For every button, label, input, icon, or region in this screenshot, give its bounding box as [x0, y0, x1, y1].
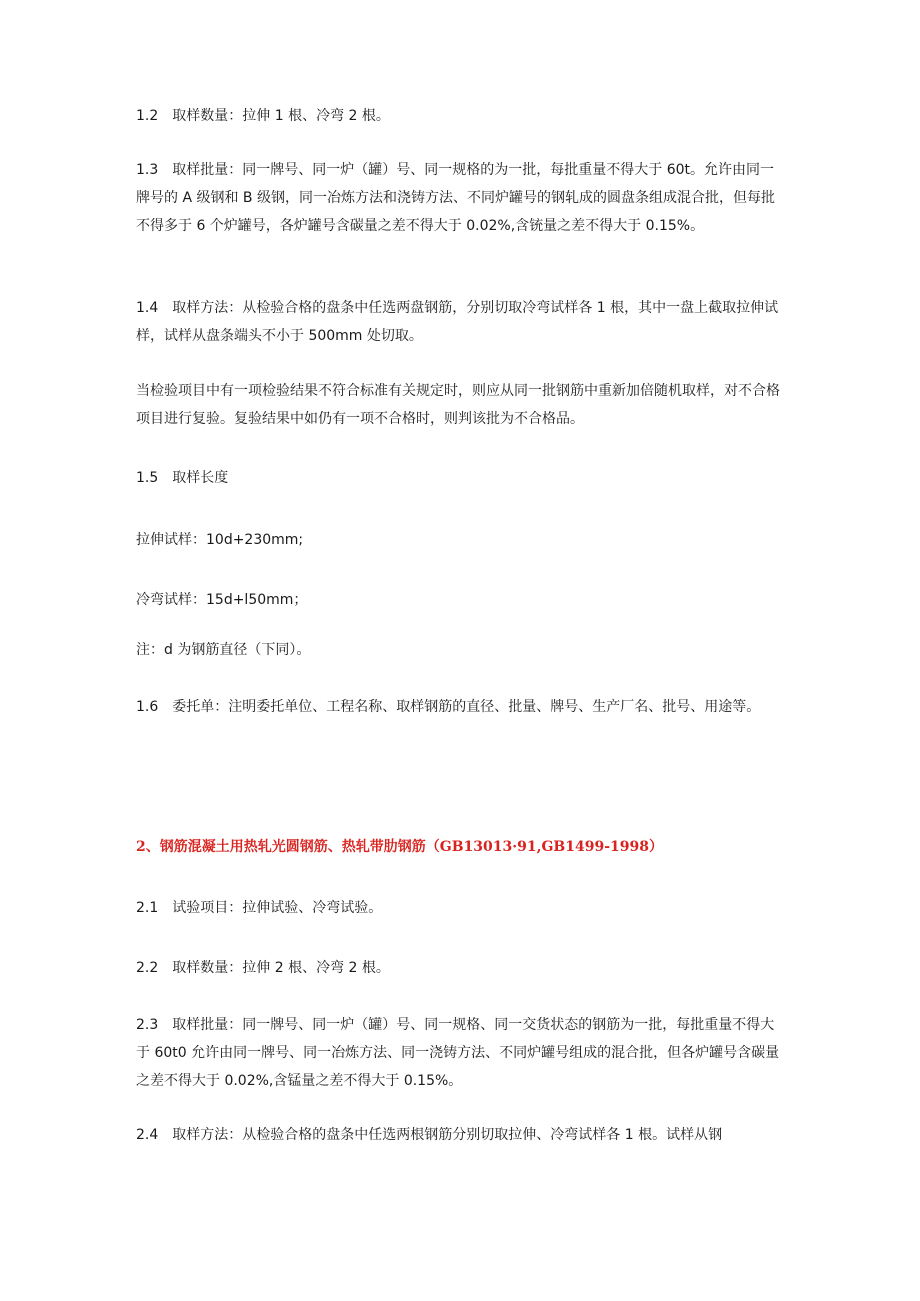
paragraph-text: 当检验项目中有一项检验结果不符合标准有关规定时，则应从同一批钢筋中重新加倍随机取样，对不合格项目进行复验。复验结果中如仍有一项不合格时，则判该批为不合格品。: [136, 383, 780, 427]
section-1-6: [136, 693, 788, 721]
section-1-4: [136, 294, 788, 350]
section-1-3: [136, 156, 788, 240]
section-number: 1.5: [136, 470, 159, 486]
section-2-heading: [136, 833, 788, 861]
section-2-3: [136, 1011, 788, 1095]
section-text: 试验项目：拉伸试验、冷弯试验。: [172, 900, 383, 916]
section-text: 取样数量：拉伸 2 根、冷弯 2 根。: [172, 960, 390, 976]
section-number: 2.1: [136, 900, 159, 916]
section-text: 取样数量：拉伸 1 根、冷弯 2 根。: [172, 108, 390, 124]
paragraph-text: 注：d 为钢筋直径（下同）。: [136, 642, 311, 658]
retest-paragraph: [136, 377, 788, 433]
heading-text: 2、钢筋混凝土用热轧光圆钢筋、热轧带肋钢筋（GB13013·91,GB1499-1998）: [136, 839, 663, 855]
paragraph-text: 冷弯试样：15d+l50mm；: [136, 592, 308, 608]
section-text: 取样长度: [172, 470, 229, 486]
paragraph-text: 拉伸试样：10d+230mm;: [136, 532, 304, 548]
section-2-1: [136, 894, 788, 922]
tensile-sample-length: [136, 526, 788, 554]
section-number: 1.3: [136, 162, 159, 178]
section-1-2: [136, 102, 788, 130]
section-text: 取样批量：同一牌号、同一炉（罐）号、同一规格、同一交货状态的钢筋为一批，每批重量不得大于 60t0 允许由同一牌号、同一冶炼方法、同一浇铸方法、不同炉罐号组成的混合批，但各炉罐号含碳量之差不得大于 0.02%,含锰量之差不得大于 0.15%。: [136, 1017, 780, 1089]
section-number: 2.3: [136, 1017, 159, 1033]
section-2-4: [136, 1121, 788, 1149]
section-number: 1.2: [136, 108, 159, 124]
section-1-5: [136, 464, 788, 492]
bend-sample-length: [136, 586, 788, 614]
section-2-2: [136, 954, 788, 982]
section-number: 1.4: [136, 300, 159, 316]
note-paragraph: [136, 636, 788, 664]
section-number: 2.4: [136, 1127, 159, 1143]
section-text: 取样方法：从检验合格的盘条中任选两盘钢筋，分别切取冷弯试样各 1 根，其中一盘上截取拉伸试样，试样从盘条端头不小于 500mm 处切取。: [136, 300, 779, 344]
section-number: 2.2: [136, 960, 159, 976]
section-text: 委托单：注明委托单位、工程名称、取样钢筋的直径、批量、牌号、生产厂名、批号、用途等。: [172, 699, 761, 715]
section-text: 取样方法：从检验合格的盘条中任选两根钢筋分别切取拉伸、冷弯试样各 1 根。试样从钢: [172, 1127, 723, 1143]
section-text: 取样批量：同一牌号、同一炉（罐）号、同一规格的为一批，每批重量不得大于 60t。允许由同一牌号的 A 级钢和 B 级钢，同一冶炼方法和浇铸方法、不同炉罐号的钢轧成的圆盘条组成混合批，但每批不得多于 6 个炉罐号，各炉罐号含碳量之差不得大于 0.02%,含铳量之差不得大于 0.15%。: [136, 162, 775, 234]
section-number: 1.6: [136, 699, 159, 715]
